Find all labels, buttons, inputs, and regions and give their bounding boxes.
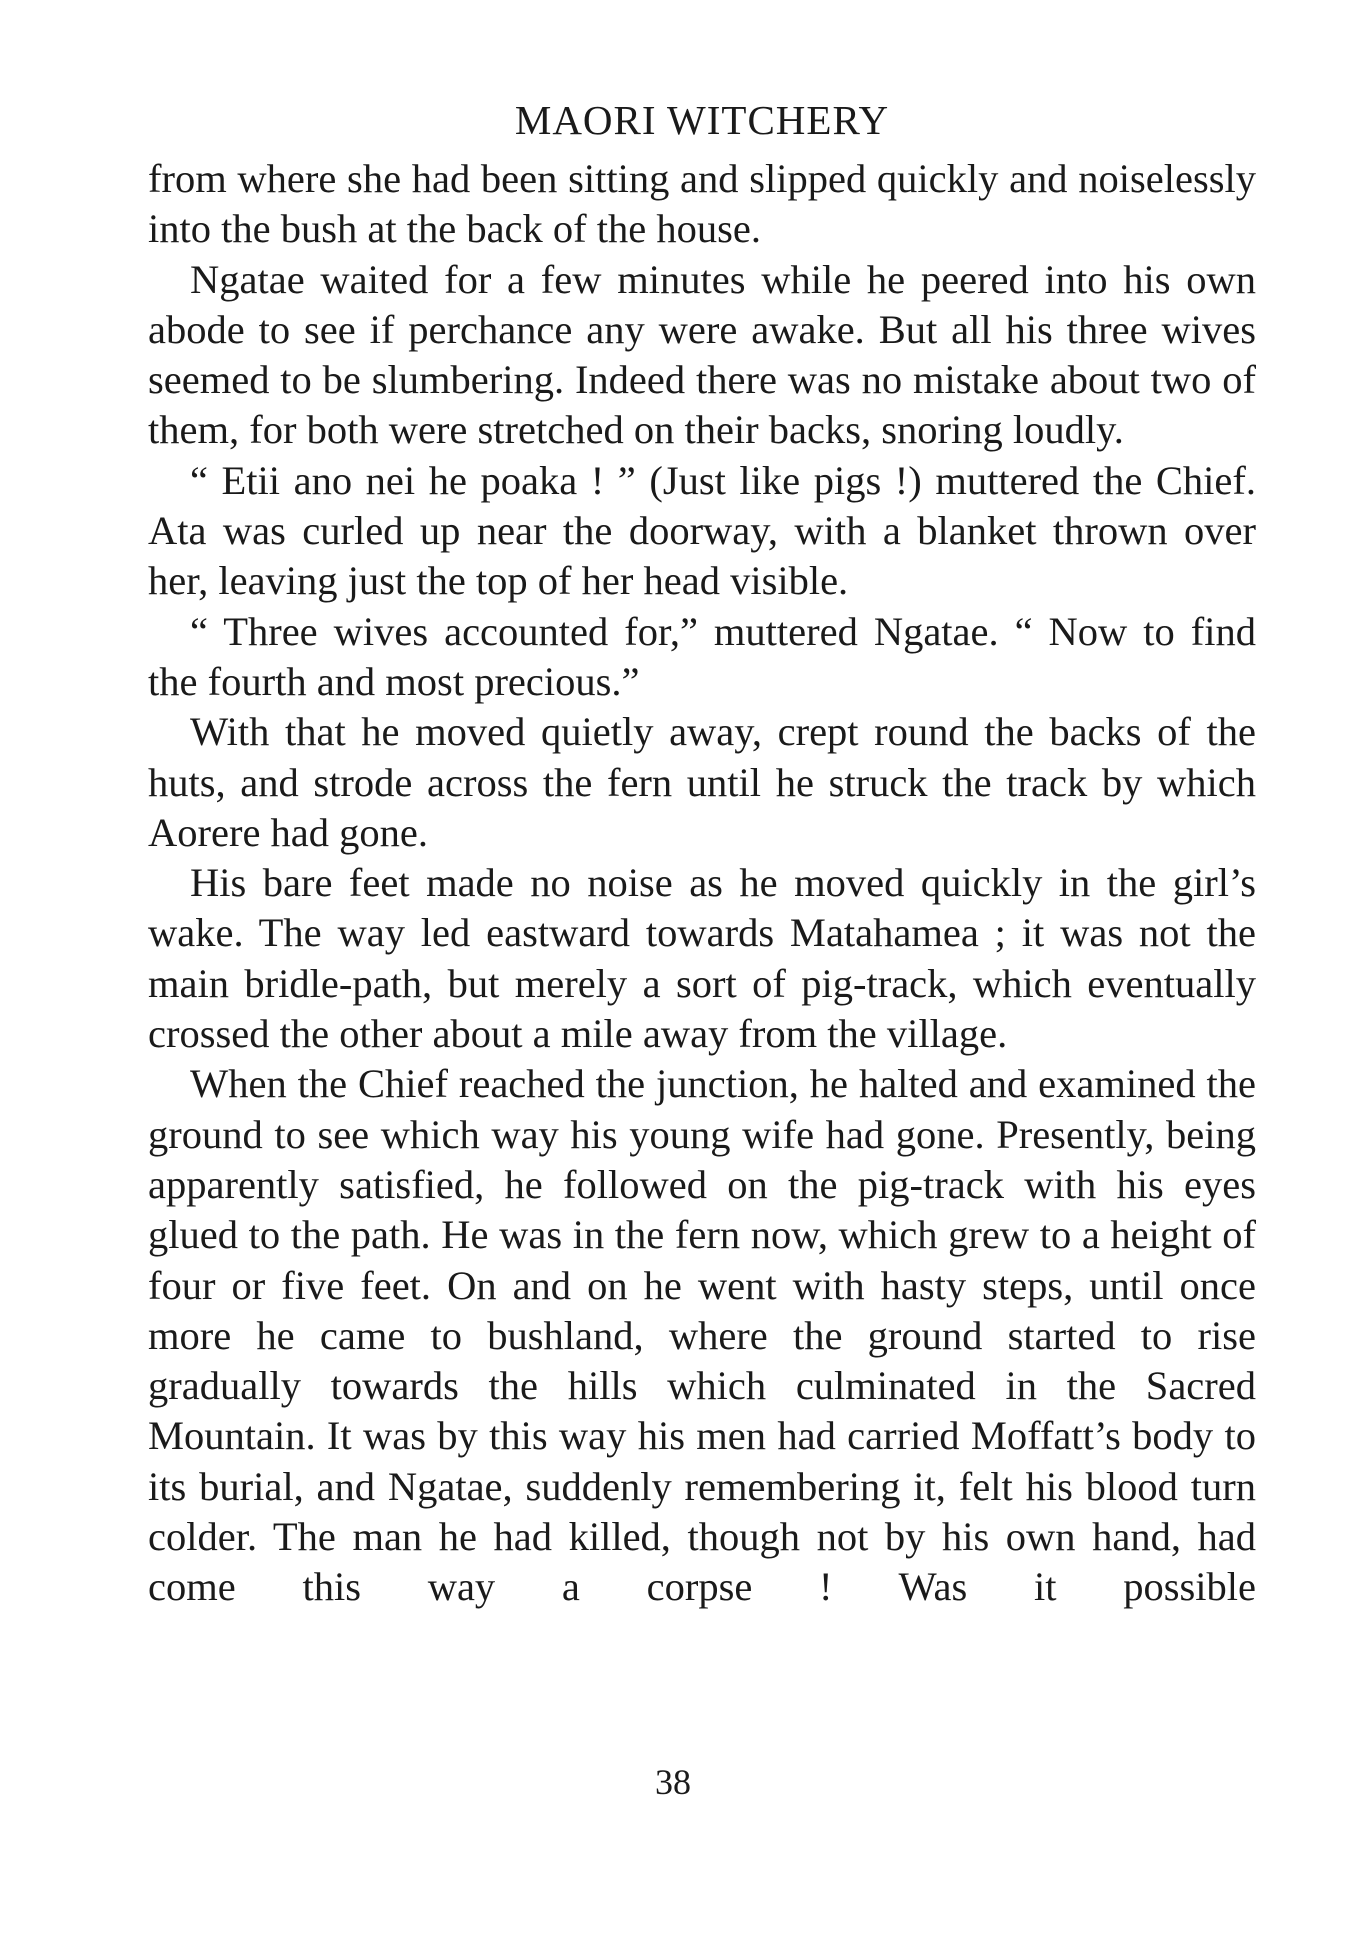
paragraph: Ngatae waited for a few minutes while he peered into his own abode to see if perchance any were awake. But all his three wives seemed to be slumbering. Indeed there was no mistake about two of them, for both were stretched on their backs, snoring loudly. bbox=[148, 256, 1256, 453]
body-text bbox=[148, 154, 1256, 1613]
paragraph: His bare feet made no noise as he moved quickly in the girl’s wake. The way led eastward towards Matahamea ; it was not the main bridle-path, but merely a sort of pig-track, which eventually crossed the other about a mile away from the village. bbox=[148, 860, 1256, 1057]
paragraph: “ Three wives accounted for,” muttered Ngatae. “ Now to find the fourth and most precious.” bbox=[148, 608, 1256, 704]
paragraph: from where she had been sitting and slipped quickly and noiselessly into the bush at the back of the house. bbox=[148, 156, 1256, 252]
paragraph: “ Etii ano nei he poaka ! ” (Just like pigs !) muttered the Chief. Ata was curled up near the doorway, with a blanket thrown over her, leaving just the top of her head visible. bbox=[148, 457, 1256, 604]
book-page bbox=[148, 92, 1256, 1613]
running-head: MAORI WITCHERY bbox=[514, 97, 890, 143]
paragraph: When the Chief reached the junction, he halted and examined the ground to see which way his young wife had gone. Presently, being apparently satisfied, he followed on the pig-track with his eyes glued to the path. He was in the fern now, which grew to a height of four or five feet. On and on he went with hasty steps, until once more he came to bushland, where the ground started to rise gradually towards the hills which culminated in the Sacred Mountain. It was by this way his men had carried Moffatt’s body to its burial, and Ngatae, suddenly remembering it, felt his blood turn colder. The man he had killed, though not by his own hand, had come this way a corpse ! Was it possible bbox=[148, 1061, 1256, 1610]
paragraph: With that he moved quietly away, crept round the backs of the huts, and strode across the fern until he struck the track by which Aorere had gone. bbox=[148, 709, 1256, 855]
page-number: 38 bbox=[655, 1762, 691, 1802]
